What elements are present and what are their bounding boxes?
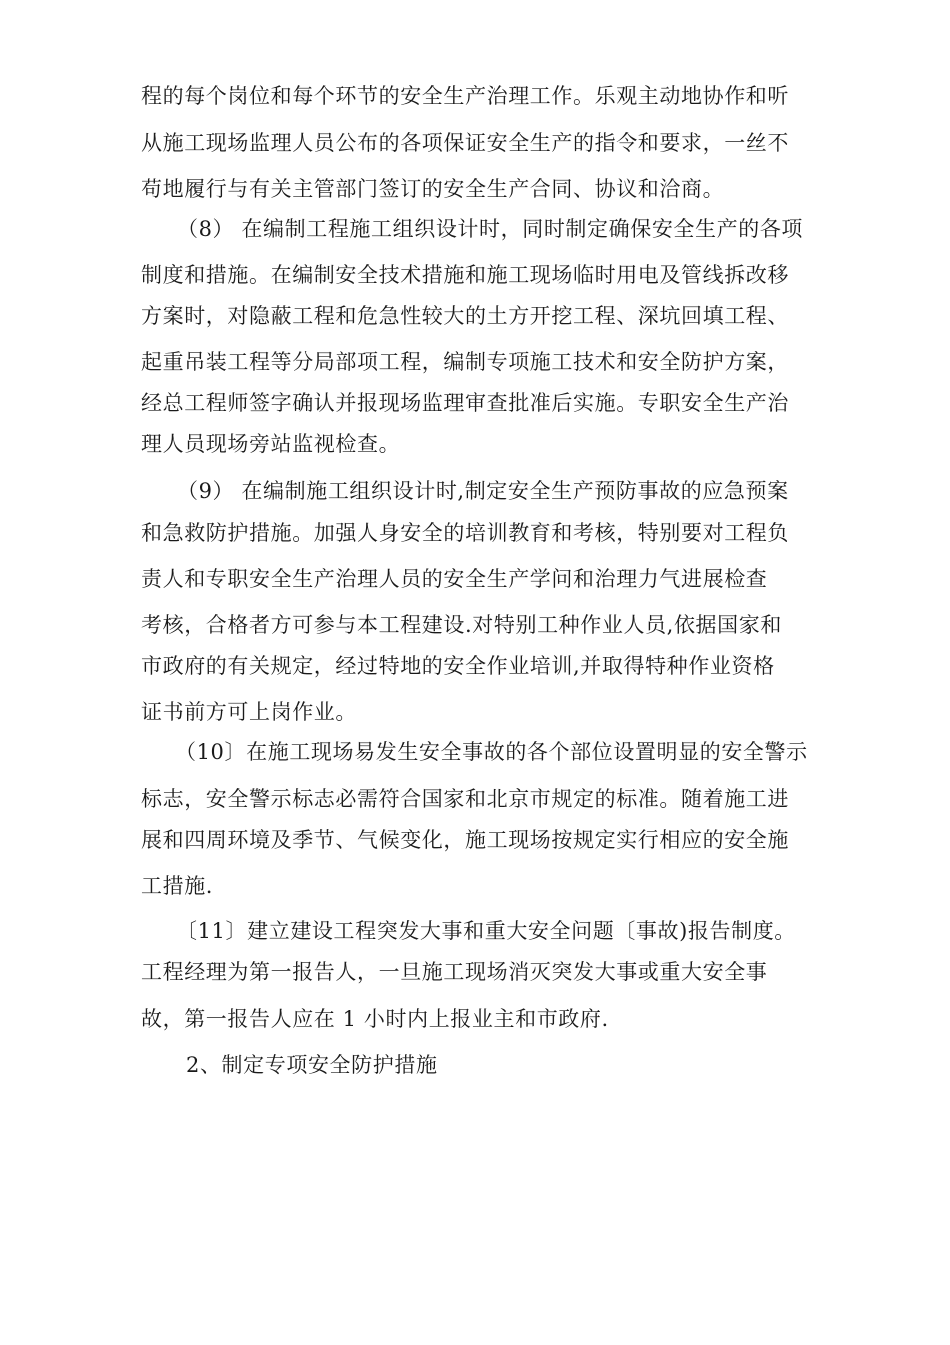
- text-line: 证书前方可上岗作业。: [141, 700, 357, 724]
- text-line: 和急救防护措施。加强人身安全的培训教育和考核，特别要对工程负: [141, 521, 789, 545]
- text-line: 工措施.: [141, 874, 214, 898]
- text-line: 从施工现场监理人员公布的各项保证安全生产的指令和要求，一丝不: [141, 131, 789, 155]
- text-line: 责人和专职安全生产治理人员的安全生产学问和治理力气进展检查: [141, 567, 768, 591]
- text-line: 起重吊装工程等分局部项工程，编制专项施工技术和安全防护方案，: [141, 350, 789, 374]
- paragraph-11-start: 〔11〕建立建设工程突发大事和重大安全问题〔事故)报告制度。: [176, 919, 796, 943]
- text-line: 展和四周环境及季节、气候变化，施工现场按规定实行相应的安全施: [141, 828, 789, 852]
- text-line: 制度和措施。在编制安全技术措施和施工现场临时用电及管线拆改移: [141, 263, 789, 287]
- paragraph-8-start: （8） 在编制工程施工组织设计时，同时制定确保安全生产的各项: [177, 217, 804, 241]
- paragraph-9-start: （9） 在编制施工组织设计时,制定安全生产预防事故的应急预案: [177, 479, 789, 503]
- section-heading: 2、制定专项安全防护措施: [186, 1053, 438, 1077]
- text-line: 标志，安全警示标志必需符合国家和北京市规定的标准。随着施工进: [141, 787, 789, 811]
- text-line: 工程经理为第一报告人，一旦施工现场消灭突发大事或重大安全事: [141, 960, 768, 984]
- text-line: 考核，合格者方可参与本工程建设.对特别工种作业人员,依据国家和: [141, 613, 782, 637]
- text-line: 方案时，对隐蔽工程和危急性较大的土方开挖工程、深坑回填工程、: [141, 304, 789, 328]
- text-line: 苟地履行与有关主管部门签订的安全生产合同、协议和洽商。: [141, 177, 725, 201]
- text-line: 经总工程师签字确认并报现场监理审查批准后实施。专职安全生产治: [141, 391, 789, 415]
- paragraph-10-start: （10〕在施工现场易发生安全事故的各个部位设置明显的安全警示: [175, 740, 808, 764]
- text-line: 市政府的有关规定，经过特地的安全作业培训,并取得特种作业资格: [141, 654, 775, 678]
- text-line: 理人员现场旁站监视检查。: [141, 432, 401, 456]
- text-line: 故，第一报告人应在 1 小时内上报业主和市政府.: [141, 1007, 609, 1031]
- text-line: 程的每个岗位和每个环节的安全生产治理工作。乐观主动地协作和听: [141, 84, 789, 108]
